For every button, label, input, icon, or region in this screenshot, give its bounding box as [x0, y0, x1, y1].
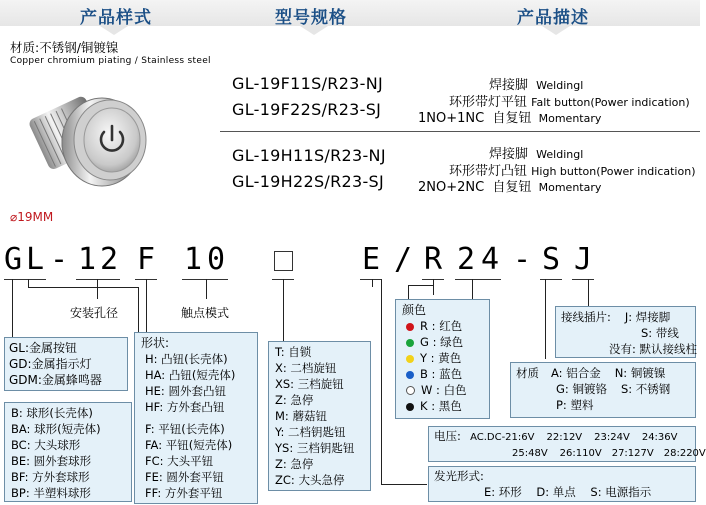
connector-line [588, 279, 589, 306]
connector-line [372, 279, 373, 287]
color-code: B [420, 367, 428, 381]
code-char: 1 [78, 242, 97, 277]
yellow-dot-icon [406, 355, 414, 363]
code-char: 2 [100, 242, 119, 277]
code-char: - [513, 242, 532, 277]
ball-item: BC: 大头球形 [11, 438, 81, 452]
volt-item: AC.DC-21:6V [470, 432, 535, 443]
shape-item: H: 凸钮(长壳体) [145, 352, 228, 366]
connector-line [381, 484, 427, 485]
code-char: 4 [481, 242, 500, 277]
shape-item: HA: 凸钮(短壳体) [145, 368, 236, 382]
label-contact-mode: 触点模式 [181, 306, 230, 320]
mat-title: 材质 [516, 366, 539, 380]
pin-item: S: 带线 [641, 326, 679, 340]
light-title: 发光形式: [434, 469, 484, 483]
pin-title: 接线插片: [561, 310, 611, 324]
connector-line [408, 285, 434, 286]
ball-item: B: 球形(长壳体) [11, 406, 93, 420]
code-char: L [26, 242, 45, 277]
code-placeholder-box [274, 251, 293, 271]
header-arrow [300, 26, 328, 35]
desc-cn: 自复钮 [492, 180, 532, 195]
desc-en: High button(Power indication) [531, 165, 696, 178]
code-char: / [394, 242, 413, 277]
code-char: S [542, 242, 561, 277]
color-code: W [421, 383, 433, 397]
header-bar [0, 0, 700, 26]
divider [220, 131, 700, 132]
series-item: GL:金属按钮 [9, 341, 78, 355]
color-name: 蓝色 [439, 367, 463, 381]
model-code: GL-19H22S/R23-SJ [232, 172, 385, 191]
action-item: T: 自锁 [275, 345, 312, 359]
code-char: 1 [184, 242, 203, 277]
code-underline [76, 279, 120, 280]
shape-box [134, 332, 258, 504]
series-item: GD:金属指示灯 [9, 357, 92, 371]
shape-item: FA: 平钮(短壳体) [145, 438, 233, 452]
action-item: ZC: 大头急停 [275, 473, 345, 487]
action-item: M: 蘑菇钮 [275, 409, 327, 423]
connector-line [12, 279, 13, 337]
action-item: X: 二档旋钮 [275, 361, 337, 375]
connector-line [97, 279, 98, 299]
ball-shape-box [4, 402, 132, 502]
material-cn: 材质:不锈钢/铜镀镍 [10, 40, 119, 55]
desc-en: Weldingl [536, 79, 584, 92]
green-dot-icon [406, 339, 414, 347]
ball-item: BE: 圆外套球形 [11, 454, 92, 468]
code-char: G [4, 242, 23, 277]
desc-contacts: 1NO+1NC [418, 111, 485, 126]
header-arrow [100, 26, 128, 35]
connector-line [28, 279, 29, 287]
light-items: E: 环形 D: 单点 S: 电源指示 [484, 485, 652, 499]
code-underline [4, 279, 46, 280]
desc-en: Weldingl [536, 148, 584, 161]
model-code: GL-19H11S/R23-NJ [232, 146, 386, 165]
pin-box [555, 306, 696, 358]
shape-item: FC: 大头平钮 [145, 454, 214, 468]
voltage-box [428, 426, 706, 462]
desc-cn: 环形带灯凸钮 [449, 164, 528, 179]
header-product-desc: 产品描述 [517, 8, 589, 28]
model-code: GL-19F22S/R23-SJ [232, 100, 382, 119]
volt-item: 24:36V [641, 432, 678, 443]
color-code: G [420, 335, 429, 349]
light-type-box [428, 466, 696, 502]
color-name: 绿色 [440, 335, 464, 349]
code-char: 2 [457, 242, 476, 277]
volt-item: 26:110V [559, 448, 602, 459]
code-underline [455, 279, 501, 280]
connector-line [408, 285, 409, 299]
color-name: 黄色 [438, 351, 462, 365]
shape-item: FF: 方外套平钮 [145, 486, 223, 500]
code-underline [572, 279, 594, 280]
header-arrow [542, 26, 570, 35]
color-code: R [420, 319, 428, 333]
connector-line [206, 279, 207, 299]
code-char: - [50, 242, 69, 277]
mat-item: N: 铜镀镍 [614, 366, 666, 380]
blue-dot-icon [406, 371, 414, 379]
connector-line [28, 287, 138, 288]
product-image [28, 80, 168, 210]
desc-cn: 焊接脚 [489, 78, 529, 93]
action-item: Z: 急停 [275, 457, 314, 471]
shape-item: HE: 圆外套凸钮 [145, 384, 226, 398]
code-char: E [362, 242, 381, 277]
volt-item: 28:220V [663, 448, 706, 459]
header-product-style: 产品样式 [80, 8, 152, 28]
desc-en: Momentary [538, 181, 602, 194]
volt-item: 27:127V [611, 448, 654, 459]
model-code: GL-19F11S/R23-NJ [232, 74, 384, 93]
action-item: Y: 二档钥匙钮 [275, 425, 346, 439]
color-name: 红色 [439, 319, 463, 333]
ball-item: BF: 方外套球形 [11, 470, 90, 484]
header-model-spec: 型号规格 [275, 8, 347, 28]
material-box [510, 362, 696, 418]
connector-line [146, 279, 147, 332]
color-code: K [420, 399, 428, 413]
mat-item: A: 铝合金 [551, 366, 601, 380]
action-box [268, 341, 371, 491]
code-underline [540, 279, 562, 280]
shape-title: 形状: [141, 336, 170, 350]
connector-line [545, 354, 546, 359]
connector-line [381, 279, 382, 484]
desc-en: Falt button(Power indication) [531, 96, 690, 109]
desc-contacts: 2NO+2NC [418, 180, 485, 195]
mat-item: S: 不锈钢 [620, 382, 671, 396]
desc-cn: 环形带灯平钮 [449, 95, 528, 110]
material-en: Copper chromium piating / Stainless steel [10, 56, 211, 66]
ball-item: BA: 球形(短壳体) [11, 422, 101, 436]
code-char: 0 [207, 242, 226, 277]
series-item: GDM:金属蜂鸣器 [9, 373, 102, 387]
color-code: Y [420, 351, 428, 365]
pin-item: J: 焊接脚 [624, 310, 671, 324]
diameter-label: ⌀19MM [10, 210, 54, 224]
desc-en: Momentary [538, 112, 602, 125]
white-dot-icon [406, 386, 415, 395]
connector-line [433, 279, 434, 295]
action-item: XS: 三档旋钮 [275, 377, 344, 391]
volt-item: 22:12V [546, 432, 583, 443]
red-dot-icon [406, 323, 414, 331]
color-box: 颜色 R : 红色 G : 绿色 Y : 黄色 B : 蓝色 W : 白色 K : 黑色 [395, 299, 490, 419]
black-dot-icon [406, 403, 414, 411]
code-underline [182, 279, 228, 280]
connector-line [545, 279, 546, 354]
pin-item: 没有: 默认接线柱 [609, 342, 698, 356]
label-mount-hole: 安装孔径 [70, 306, 119, 320]
connector-line [283, 279, 284, 341]
volt-title: 电压: [434, 429, 461, 443]
color-title: 颜色 [402, 303, 427, 317]
series-box [4, 337, 128, 391]
code-char: R [424, 242, 443, 277]
mat-item: P: 塑料 [556, 398, 594, 412]
action-item: YS: 三档钥匙钮 [275, 441, 355, 455]
code-char: J [574, 242, 593, 277]
volt-item: 25:48V [512, 448, 548, 459]
desc-cn: 焊接脚 [489, 147, 529, 162]
action-item: Z: 急停 [275, 393, 314, 407]
code-char: F [137, 242, 156, 277]
shape-item: F: 平钮(长壳体) [145, 422, 225, 436]
code-underline [360, 279, 382, 280]
desc-cn: 自复钮 [492, 111, 532, 126]
mat-item: G: 铜镀铬 [556, 382, 607, 396]
ball-item: BP: 半塑料球形 [11, 486, 91, 500]
shape-item: FE: 圆外套平钮 [145, 470, 224, 484]
shape-item: HF: 方外套凸钮 [145, 400, 225, 414]
volt-item: 23:24V [594, 432, 630, 443]
color-name: 黑色 [438, 399, 462, 413]
color-name: 白色 [443, 383, 467, 397]
